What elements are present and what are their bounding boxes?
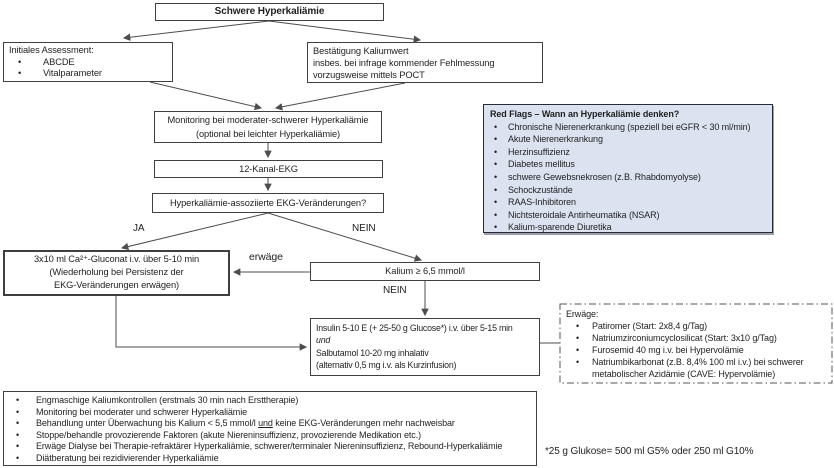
glucose-footnote: *25 g Glukose= 500 ml G5% oder 250 ml G10% <box>545 446 754 457</box>
consider-list <box>566 320 826 380</box>
branch-label-ja: JA <box>133 223 145 234</box>
arrow-title-to-assessment <box>124 21 269 38</box>
list-item: • ABCDE <box>9 57 167 69</box>
calcium-gluconate-box <box>3 250 230 296</box>
initial-assessment-box <box>3 42 173 82</box>
branch-label-nein: NEIN <box>383 285 407 296</box>
arrow-confirmation-to-monitoring <box>276 83 405 108</box>
list-item: • Nichtsteroidale Antirheumatika (NSAR) <box>490 209 766 222</box>
list-item: • Akute Nierenerkrankung <box>490 133 766 146</box>
list-item: • Natriumzirconiumcyclosilicat (Start: 3x10 g/Tag) <box>566 332 826 344</box>
confirmation-line: Bestätigung Kaliumwert <box>313 46 409 56</box>
list-item: • Erwäge Dialyse bei Therapie-refraktärer Hyperkaliämie, schwerer/terminaler Niereninsuffizienz, Rebound-Hyperkaliämie <box>10 441 530 453</box>
monitoring-line: (optional bei leichter Hyperkaliämie) <box>195 128 341 139</box>
insulin-line: Insulin 5-10 E (+ 25-50 g Glucose*) i.v. über 5-15 min <box>316 323 513 333</box>
consider-options-box <box>560 304 832 383</box>
list-item: • Monitoring bei moderater und schwerer Hyperkaliämie <box>10 407 530 419</box>
start-node-title: Schwere Hyperkaliämie <box>155 3 384 21</box>
list-item: • Patiromer (Start: 2x8,4 g/Tag) <box>566 320 826 332</box>
follow-up-list <box>10 395 530 464</box>
list-item: • Engmaschige Kaliumkontrollen (erstmals 30 min nach Ersttherapie) <box>10 395 530 407</box>
calcium-line: (Wiederholung bei Persistenz der <box>49 267 184 278</box>
consider-title: Erwäge: <box>566 309 599 319</box>
insulin-salbutamol-box <box>310 318 540 376</box>
list-item: • Herzinsuffizienz <box>490 146 766 159</box>
ekg-changes-question-box: Hyperkaliämie-assoziierte EKG-Veränderungen? <box>152 193 384 213</box>
red-flags-list <box>490 121 766 234</box>
list-item: • Natriumbikarbonat (z.B. 8,4% 100 ml i.v.) bei schwerer metabolischer Azidämie (CAVE: Hypervolämie) <box>566 356 826 380</box>
arrow-assessment-to-monitoring <box>150 82 261 108</box>
list-item: • Diabetes mellitus <box>490 158 766 171</box>
list-item: • Chronische Nierenerkrankung (speziell bei eGFR < 30 ml/min) <box>490 121 766 134</box>
arrow-calcium-to-insulin <box>116 296 306 347</box>
red-flags-title: Red Flags – Wann an Hyperkaliämie denken? <box>490 109 680 119</box>
list-item: • schwere Gewebsnekrosen (z.B. Rhabdomyolyse) <box>490 171 766 184</box>
list-item: • Schockzustände <box>490 184 766 197</box>
calcium-line: EKG-Veränderungen erwägen) <box>53 280 180 291</box>
calcium-line: 3x10 ml Ca²⁺-Gluconat i.v. über 5-10 min <box>33 254 200 264</box>
confirmation-line: insbes. bei infrage kommender Fehlmessung <box>313 58 495 68</box>
list-item: • RAAS-Inhibitoren <box>490 196 766 209</box>
follow-up-text: keine EKG-Veränderungen mehr nachweisbar <box>272 418 455 428</box>
kalium-threshold-box: Kalium ≥ 6,5 mmol/l <box>310 262 540 281</box>
follow-up-text: Behandlung unter Überwachung bis Kalium < 5,5 mmol/l <box>36 418 259 428</box>
insulin-line: und <box>316 335 331 346</box>
list-item: • Diätberatung bei rezidivierender Hyperkaliämie <box>10 453 530 465</box>
assessment-list <box>9 57 167 80</box>
arrow-title-to-confirmation <box>269 21 420 40</box>
assessment-title: Initiales Assessment: <box>9 45 94 55</box>
insulin-line: Salbutamol 10-20 mg inhalativ <box>316 347 429 358</box>
list-item: • Furosemid 40 mg i.v. bei Hypervolämie <box>566 344 826 356</box>
monitoring-line: Monitoring bei moderater-schwerer Hyperkaliämie <box>167 115 369 125</box>
list-item <box>10 418 530 430</box>
follow-up-measures-box <box>3 391 537 466</box>
monitoring-box <box>154 111 382 143</box>
branch-label-nein: NEIN <box>352 223 376 234</box>
branch-label-erwaege: erwäge <box>249 251 283 263</box>
list-item: • Kalium-sparende Diuretika <box>490 221 766 234</box>
follow-up-text-underlined: und <box>258 418 273 428</box>
insulin-line: (alternativ 0,5 mg i.v. als Kurzinfusion) <box>316 360 457 371</box>
ekg-box: 12-Kanal-EKG <box>154 160 383 178</box>
list-item: • Vitalparameter <box>9 68 167 80</box>
list-item: • Stoppe/behandle provozierende Faktoren (akute Niereninsuffizienz, provozierende Medikation etc.) <box>10 430 530 442</box>
arrow-question-nein-to-kalium <box>268 213 421 260</box>
red-flags-box <box>483 104 773 233</box>
confirmation-line: vorzugsweise mittels POCT <box>313 70 425 80</box>
potassium-confirmation-box <box>307 42 543 83</box>
